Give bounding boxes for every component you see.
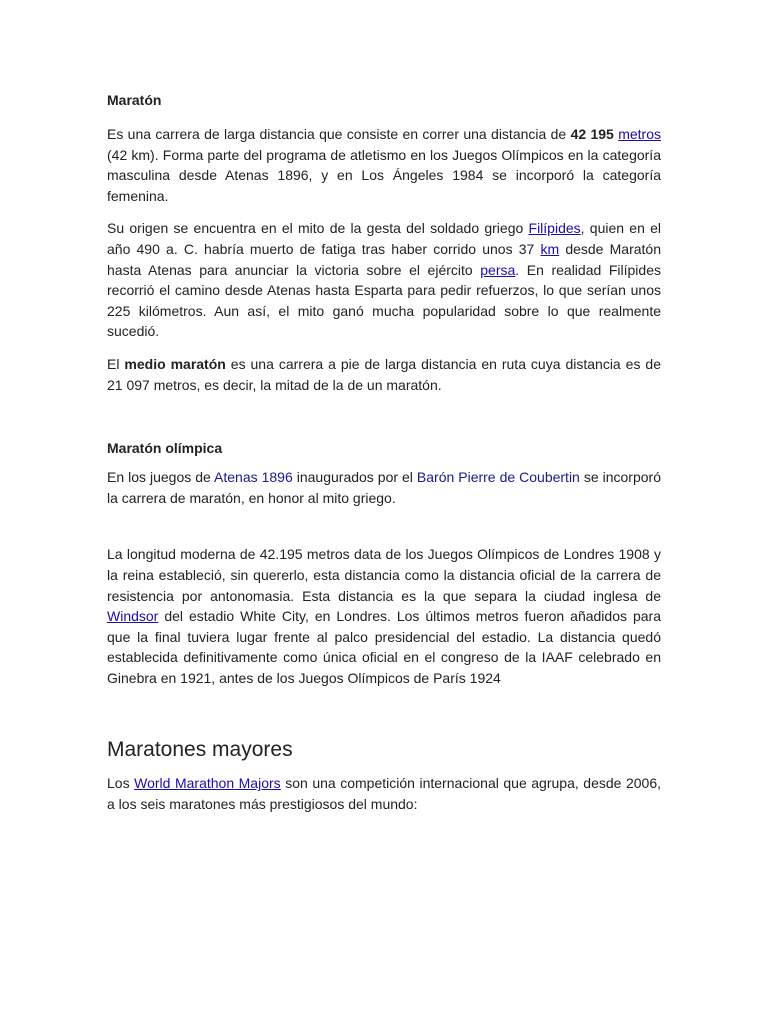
text: El (107, 355, 125, 372)
paragraph-definition (107, 124, 661, 206)
text: inaugurados por el (292, 469, 417, 486)
text: Los (107, 775, 135, 792)
section-heading-maraton-olimpica: Maratón olímpica (107, 440, 223, 457)
text: son una competición internacional que agrupa, desde 2006, a los seis maratones más prestigiosos del mundo: (107, 775, 662, 813)
text: , quien en el año 490 a. C. habría muerto de fatiga tras haber corrido unos 37 (107, 220, 661, 257)
section-heading-maratones-mayores: Maratones mayores (107, 738, 293, 762)
text: . En realidad Filípides recorrió el camino desde Atenas hasta Esparta para pedir refuerzos, lo que serían unos 225 kilómetros. Aun así, el mito ganó mucha popularidad sobre lo que realmente sucedió. (107, 261, 661, 340)
paragraph-world-marathon-majors (107, 773, 661, 814)
section-heading-maraton: Maratón (107, 92, 162, 108)
link-windsor[interactable]: Windsor (107, 608, 159, 625)
text: desde Maratón hasta Atenas para anunciar la victoria sobre el ejército (107, 240, 661, 278)
text: es una carrera a pie de larga distancia en ruta cuya distancia es de 21 097 metros, es decir, la mitad de la de un maratón. (107, 355, 661, 393)
link-metros[interactable]: metros (618, 126, 661, 142)
paragraph-atenas-1896 (107, 467, 661, 508)
paragraph-longitud-moderna (107, 544, 661, 688)
link-atenas-1896[interactable]: Atenas 1896 (214, 469, 293, 486)
paragraph-origin (107, 218, 661, 342)
text: Es una carrera de larga distancia que consiste en correr una distancia de (107, 126, 571, 142)
link-km[interactable]: km (540, 240, 560, 257)
text: En los juegos de (107, 469, 215, 486)
text: La longitud moderna de 42.195 metros data de los Juegos Olímpicos de Londres 1908 y la reina estableció, sin quererlo, esta distancia como la distancia oficial de la carrera de resistencia por antonomasia. Esta distancia es la que separa la ciudad inglesa de (107, 546, 661, 604)
link-persa[interactable]: persa (480, 261, 516, 278)
bold-medio-maraton: medio maratón (124, 355, 226, 372)
text: se incorporó la carrera de maratón, en honor al mito griego. (107, 469, 661, 506)
document-page (107, 90, 661, 815)
bold-distance: 42 195 (570, 126, 614, 142)
link-world-marathon-majors[interactable]: World Marathon Majors (134, 775, 281, 792)
link-baron-coubertin[interactable]: Barón Pierre de Coubertin (416, 469, 580, 486)
paragraph-medio-maraton (107, 354, 661, 395)
text: (42 km). Forma parte del programa de atletismo en los Juegos Olímpicos en la categoría masculina desde Atenas 1896, y en Los Ángeles 1984 se incorporó la categoría femenina. (107, 146, 661, 204)
link-filipides[interactable]: Filípides (528, 220, 581, 237)
text: del estadio White City, en Londres. Los últimos metros fueron añadidos para que la final tuviera lugar frente al palco presidencial del estadio. La distancia quedó establecida definitivamente como única oficial en el congreso de la IAAF celebrado en Ginebra en 1921, antes de los Juegos Olímpicos de París 1924 (107, 608, 661, 686)
text: Su origen se encuentra en el mito de la gesta del soldado griego (107, 220, 529, 237)
